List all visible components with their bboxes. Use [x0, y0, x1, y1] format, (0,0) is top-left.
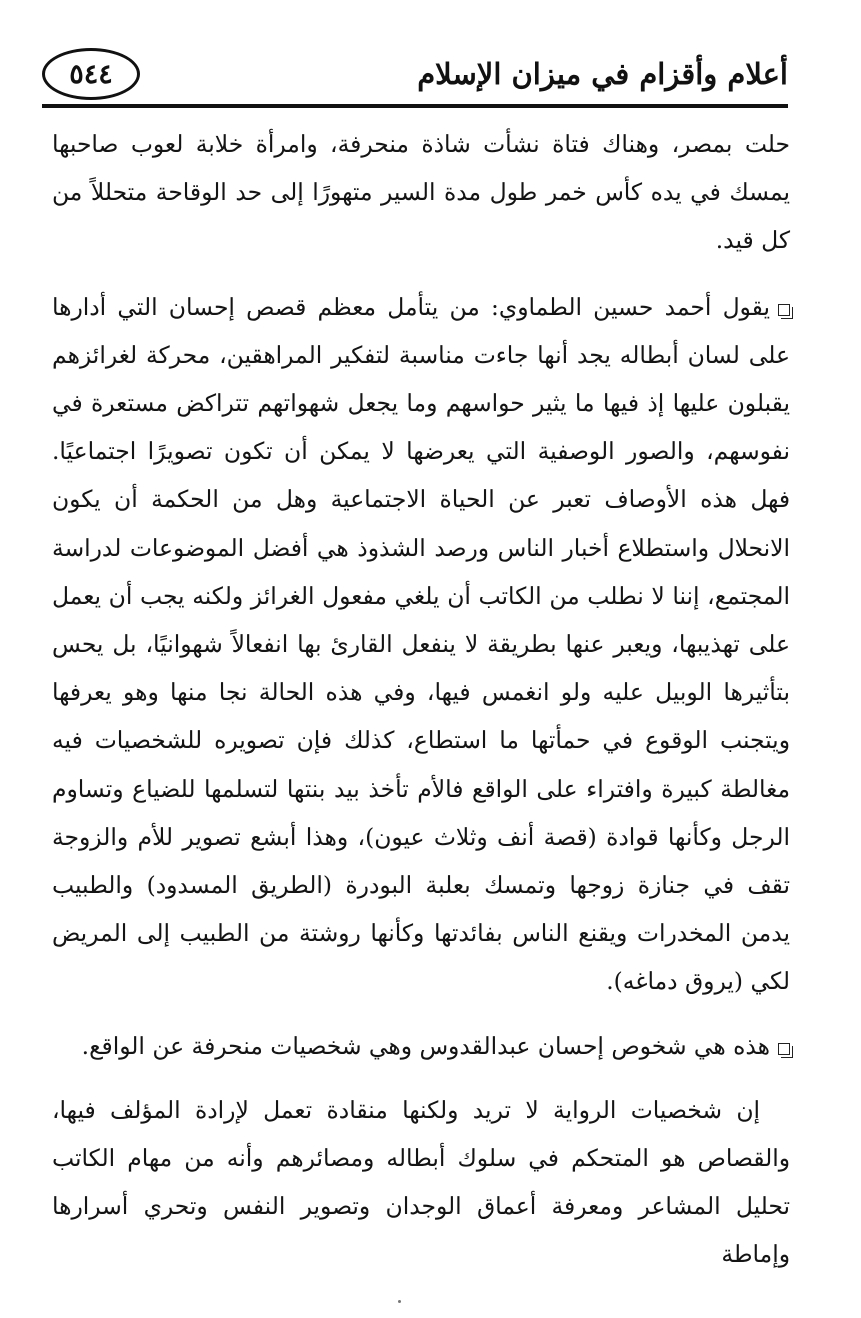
running-header-title: أعلام وأقزام في ميزان الإسلام — [417, 57, 788, 91]
paragraph-1 — [52, 120, 790, 265]
paragraph-text: حلت بمصر، وهناك فتاة نشأت شاذة منحرفة، وامرأة خلابة لعوب صاحبها يمسك في يده كأس خمر طول مدة السير متهورًا إلى حد الوقاحة متحللاً من كل قيد. — [52, 130, 790, 255]
paragraph-3 — [52, 1022, 790, 1070]
running-header — [42, 46, 788, 110]
scan-speck — [398, 1300, 401, 1303]
paragraph-2 — [52, 283, 790, 1006]
paragraph-text: هذه هي شخوص إحسان عبدالقدوس وهي شخصيات منحرفة عن الواقع. — [81, 1031, 770, 1060]
page-number: ٥٤٤ — [69, 58, 113, 90]
paragraph-4 — [52, 1086, 790, 1279]
paragraph-text: يقول أحمد حسين الطماوي: من يتأمل معظم قصص إحسان التي أدارها على لسان أبطاله يجد أنها جاءت مناسبة لتفكير المراهقين، محركة لغرائزهم يقبلون عليها إذ فيها ما يثير حواسهم وما يجعل شهواتهم تتراكض مستعرة في نفوسهم، والصور الوصفية التي يعرضها لا يمكن أن تكون تصويرًا اجتماعيًا. فهل هذه الأوصاف تعبر عن الحياة الاجتماعية وهل من الحكمة أن يكون الانحلال واستطلاع أخبار الناس ورصد الشذوذ هي أفضل الموضوعات لدراسة المجتمع، إننا لا نطلب من الكاتب أن يلغي مفعول الغرائز ولكنه يجب أن يعمل على تهذيبها، ويعبر عنها بطريقة لا ينفعل القارئ بها انفعالاً شهوانيًا، بل يحس بتأثيرها الوبيل عليه ولو انغمس فيها، وفي هذه الحالة نجا منها وهو يعرفها ويتجنب الوقوع في حمأتها ما استطاع، كذلك فإن تصويره للشخصيات فيه مغالطة كبيرة وافتراء على الواقع فالأم تأخذ بيد بنتها لتسلمها للضياع وتساوم الرجل وكأنها قوادة (قصة أنف وثلاث عيون)، وهذا أبشع تصوير للأم والزوجة تقف في جنازة زوجها وتمسك بعلبة البودرة (الطريق المسدود) والطبيب يدمن المخدرات ويقنع الناس بفائدتها وكأنها روشتة من الطبيب إلى المريض لكي (يروق دماغه). — [52, 292, 790, 996]
square-bullet-icon — [778, 1043, 790, 1055]
body-text — [52, 120, 790, 1279]
page-number-oval — [42, 48, 140, 100]
paragraph-text: إن شخصيات الرواية لا تريد ولكنها منقادة تعمل لإرادة المؤلف فيها، والقصاص هو المتحكم في سلوك أبطاله ومصائرهم وأنه من مهام الكاتب تحليل المشاعر ومعرفة أعماق الوجدان وتصوير النفس وتحري أسرارها وإماطة — [52, 1095, 790, 1269]
header-rule — [42, 104, 788, 108]
square-bullet-icon — [778, 304, 790, 316]
